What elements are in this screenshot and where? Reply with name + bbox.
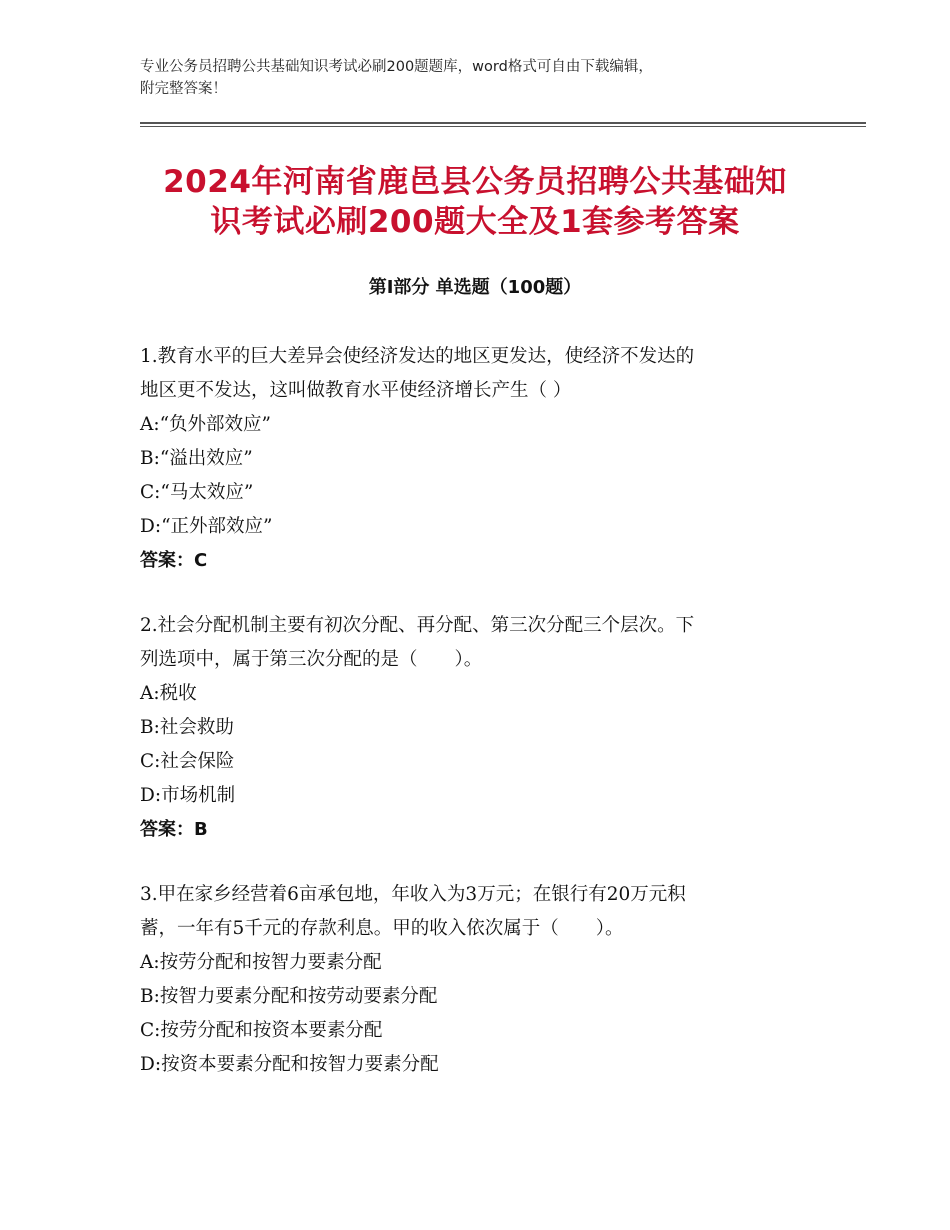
question-stem-line: 地区更不发达，这叫做教育水平使经济增长产生（ ）	[140, 380, 572, 401]
option-a: A:“负外部效应”	[140, 414, 272, 435]
option-b: B:社会救助	[140, 717, 234, 738]
option-d: D:“正外部效应”	[140, 516, 273, 537]
answer-label: 答案：B	[140, 819, 208, 840]
question-2	[140, 609, 820, 847]
title-line-2: 识考试必刷200题大全及1套参考答案	[210, 204, 740, 240]
option-a: A:税收	[140, 683, 197, 704]
option-a: A:按劳分配和按智力要素分配	[140, 952, 382, 973]
question-stem-line: 列选项中，属于第三次分配的是（ ）。	[140, 649, 483, 670]
option-b: B:“溢出效应”	[140, 448, 253, 469]
question-stem-line: 蓄，一年有5千元的存款利息。甲的收入依次属于（ ）。	[140, 918, 624, 939]
option-d: D:市场机制	[140, 785, 236, 806]
section-heading: 第I部分 单选题（100题）	[368, 277, 582, 298]
question-1	[140, 340, 820, 578]
header-rule-thick	[140, 122, 866, 124]
option-b: B:按智力要素分配和按劳动要素分配	[140, 986, 438, 1007]
question-stem-line: 2.社会分配机制主要有初次分配、再分配、第三次分配三个层次。下	[140, 615, 695, 636]
header-note-line-2: 附完整答案！	[140, 81, 227, 97]
question-stem-line: 1.教育水平的巨大差异会使经济发达的地区更发达，使经济不发达的	[140, 346, 695, 367]
header-note-line-1: 专业公务员招聘公共基础知识考试必刷200题题库，word格式可自由下载编辑，	[140, 59, 653, 75]
option-c: C:“马太效应”	[140, 482, 254, 503]
question-stem-line: 3.甲在家乡经营着6亩承包地，年收入为3万元；在银行有20万元积	[140, 884, 686, 905]
document-title	[120, 162, 830, 242]
option-c: C:按劳分配和按资本要素分配	[140, 1020, 383, 1041]
question-list	[140, 340, 820, 1113]
header-note	[140, 56, 820, 100]
question-3	[140, 878, 820, 1082]
header-rule-thin	[140, 126, 866, 127]
option-d: D:按资本要素分配和按智力要素分配	[140, 1054, 439, 1075]
answer-label: 答案：C	[140, 550, 208, 571]
title-line-1: 2024年河南省鹿邑县公务员招聘公共基础知	[163, 164, 787, 200]
option-c: C:社会保险	[140, 751, 235, 772]
